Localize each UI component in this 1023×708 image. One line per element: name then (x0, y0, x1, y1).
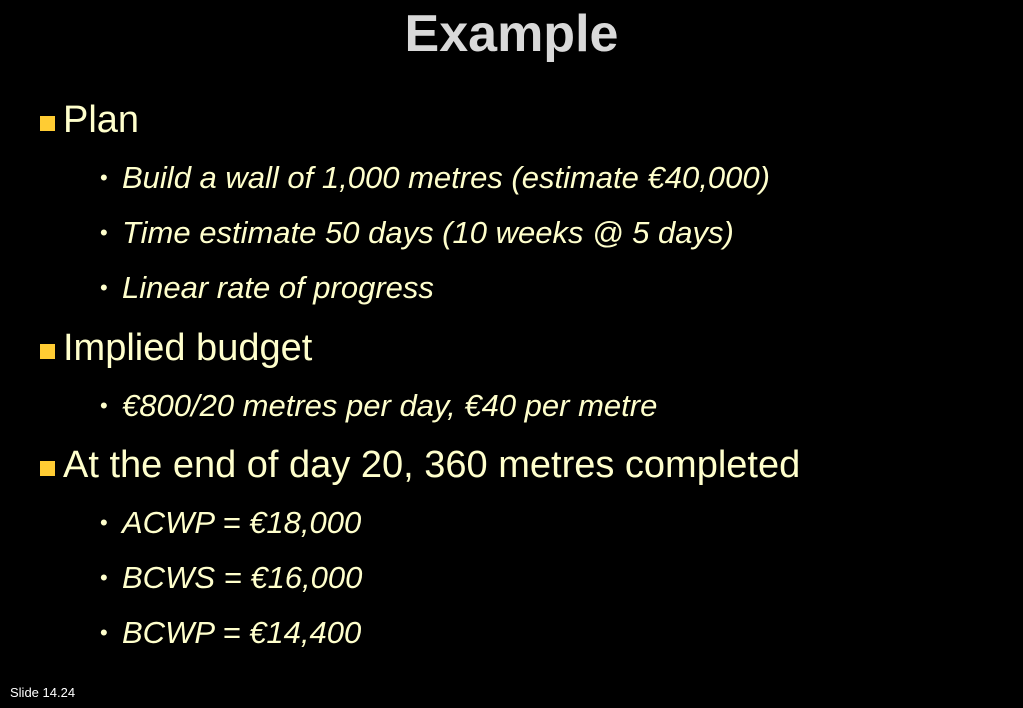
sub-bullet-text: BCWP = €14,400 (122, 615, 362, 650)
dot-bullet-icon: • (100, 393, 108, 418)
square-bullet-icon (40, 116, 55, 131)
sub-bullet-text: €800/20 metres per day, €40 per metre (122, 388, 658, 423)
bullet-heading: At the end of day 20, 360 metres completed (63, 444, 801, 486)
bullet-day-20 (40, 441, 800, 489)
square-bullet-icon (40, 461, 55, 476)
sub-bullet (100, 158, 770, 198)
sub-bullet (100, 613, 361, 653)
bullet-implied-budget (40, 324, 312, 372)
dot-bullet-icon: • (100, 565, 108, 590)
square-bullet-icon (40, 344, 55, 359)
slide-title: Example (404, 5, 619, 63)
bullet-heading: Implied budget (63, 327, 313, 369)
bullet-plan (40, 96, 139, 144)
sub-bullet-text: Build a wall of 1,000 metres (estimate €40,000) (122, 160, 770, 195)
dot-bullet-icon: • (100, 220, 108, 245)
sub-bullet (100, 558, 362, 598)
sub-bullet (100, 503, 361, 543)
sub-bullet-text: Linear rate of progress (122, 270, 434, 305)
bullet-heading: Plan (63, 99, 140, 141)
slide-number: Slide 14.24 (10, 685, 76, 700)
sub-bullet (100, 213, 734, 253)
dot-bullet-icon: • (100, 275, 108, 300)
sub-bullet (100, 386, 657, 426)
dot-bullet-icon: • (100, 620, 108, 645)
sub-bullet-text: BCWS = €16,000 (122, 560, 363, 595)
sub-bullet-text: ACWP = €18,000 (122, 505, 362, 540)
sub-bullet-text: Time estimate 50 days (10 weeks @ 5 days) (122, 215, 734, 250)
dot-bullet-icon: • (100, 510, 108, 535)
sub-bullet (100, 268, 434, 308)
dot-bullet-icon: • (100, 165, 108, 190)
